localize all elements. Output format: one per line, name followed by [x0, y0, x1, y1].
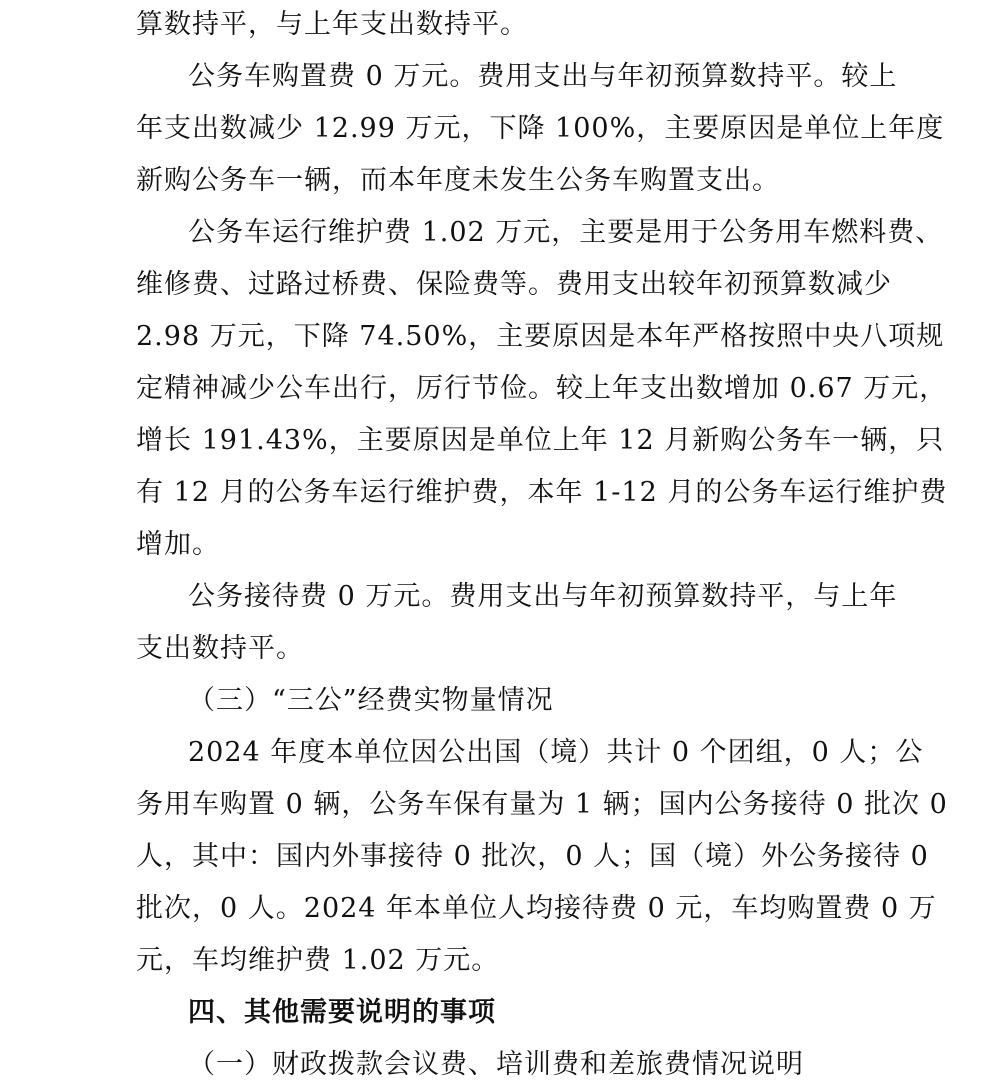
paragraph-line: 有 12 月的公务车运行维护费，本年 1-12 月的公务车运行维护费: [136, 477, 948, 508]
paragraph-line: 维修费、过路过桥费、保险费等。费用支出较年初预算数减少: [136, 269, 892, 300]
paragraph-line: 务用车购置 0 辆，公务车保有量为 1 辆；国内公务接待 0 批次 0: [136, 789, 948, 820]
paragraph-line: 增长 191.43%，主要原因是单位上年 12 月新购公务车一辆，只: [136, 425, 945, 456]
paragraph-line: 2024 年度本单位因公出国（境）共计 0 个团组，0 人；公: [188, 737, 924, 768]
paragraph-line: 算数持平，与上年支出数持平。: [136, 9, 528, 40]
section-subheading: （一）财政拨款会议费、培训费和差旅费情况说明: [188, 1049, 804, 1080]
paragraph-line: 公务接待费 0 万元。费用支出与年初预算数持平，与上年: [188, 581, 898, 612]
paragraph-line: 支出数持平。: [136, 633, 304, 664]
paragraph-line: 年支出数减少 12.99 万元，下降 100%，主要原因是单位上年度: [136, 113, 945, 144]
paragraph-line: 人，其中：国内外事接待 0 批次，0 人；国（境）外公务接待 0: [136, 841, 929, 872]
paragraph-line: 公务车运行维护费 1.02 万元，主要是用于公务用车燃料费、: [188, 217, 944, 248]
paragraph-line: 公务车购置费 0 万元。费用支出与年初预算数持平。较上: [188, 61, 898, 92]
paragraph-line: 定精神减少公车出行，厉行节俭。较上年支出数增加 0.67 万元，: [136, 373, 948, 404]
paragraph-line: 2.98 万元，下降 74.50%，主要原因是本年严格按照中央八项规: [136, 321, 945, 352]
section-heading: 四、其他需要说明的事项: [188, 997, 496, 1028]
section-subheading: （三）“三公”经费实物量情况: [188, 685, 554, 716]
paragraph-line: 批次，0 人。2024 年本单位人均接待费 0 元，车均购置费 0 万: [136, 893, 937, 924]
paragraph-line: 元，车均维护费 1.02 万元。: [136, 945, 500, 976]
paragraph-line: 增加。: [136, 529, 220, 560]
paragraph-line: 新购公务车一辆，而本年度未发生公务车购置支出。: [136, 165, 780, 196]
